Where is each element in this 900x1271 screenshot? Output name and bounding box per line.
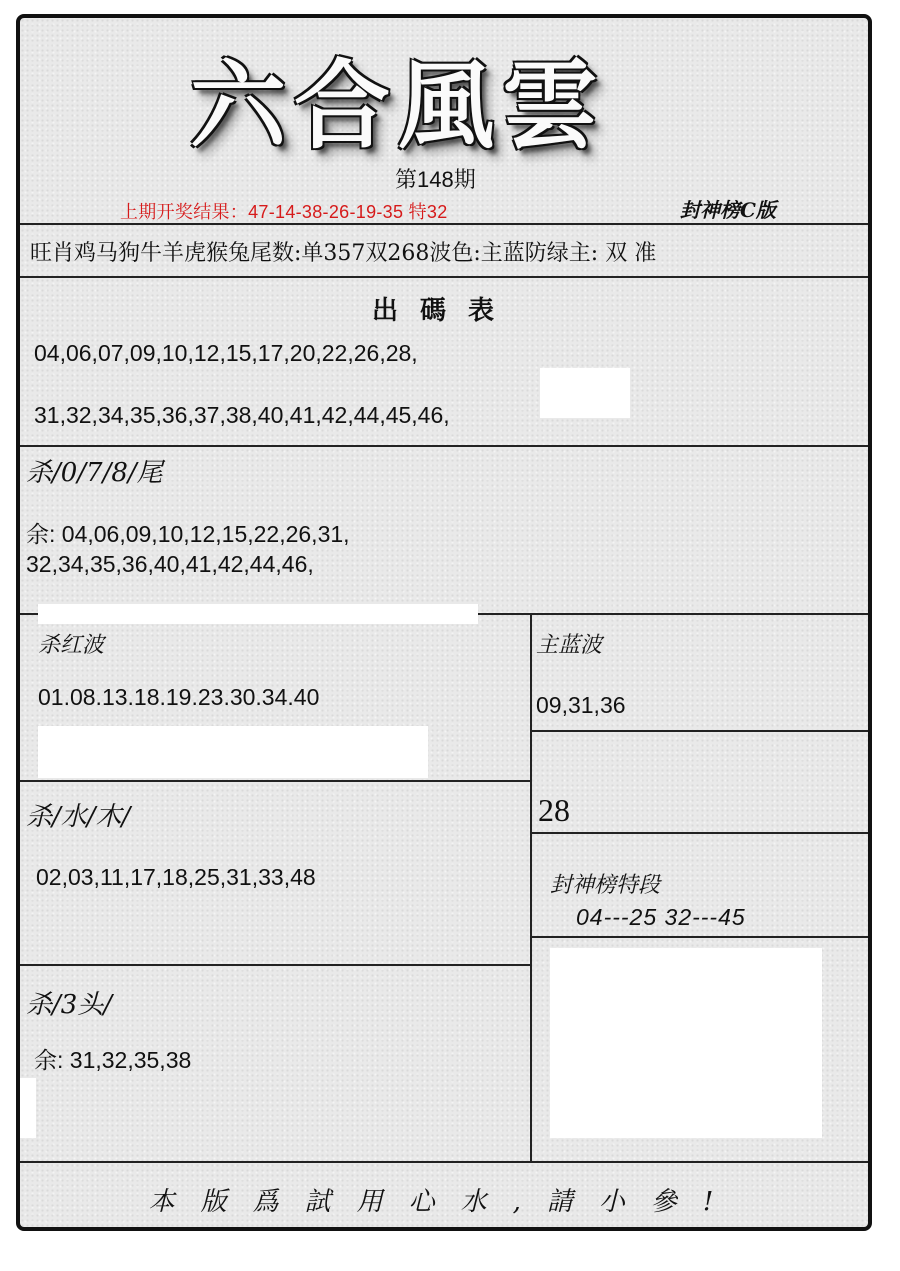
previous-result: 上期开奖结果：47-14-38-26-19-35 特32: [120, 202, 448, 222]
divider: [532, 730, 868, 732]
main-blue-numbers: 09,31,36: [536, 692, 626, 718]
white-patch: [540, 368, 630, 418]
main-blue-title: 主蓝波: [536, 633, 603, 658]
divider: [20, 964, 530, 966]
kill-tail-line-1: 余: 04,06,09,10,12,15,22,26,31,: [26, 521, 350, 547]
edition-label: 封神榜C版: [680, 198, 776, 222]
redacted-block: [550, 948, 822, 1138]
divider: [20, 223, 868, 225]
white-patch: [38, 604, 478, 624]
kill-tail-line-2: 32,34,35,36,40,41,42,44,46,: [26, 551, 314, 577]
kill-red-numbers: 01.08.13.18.19.23.30.34.40: [38, 684, 320, 710]
divider: [20, 780, 530, 782]
kill-elements-title: 杀/水/木/: [26, 802, 131, 832]
special-segment-numbers: 04---25 32---45: [576, 904, 746, 930]
single-number: 28: [538, 792, 570, 828]
white-patch: [20, 1078, 36, 1138]
divider: [20, 445, 868, 447]
number-table-row-1: 04,06,07,09,10,12,15,17,20,22,26,28,: [34, 340, 418, 366]
number-table-title: 出碼表: [371, 296, 516, 326]
white-patch: [38, 726, 428, 778]
zodiac-line: 旺肖鸡马狗牛羊虎猴兔尾数:单357双268波色:主蓝防绿主: 双 准: [30, 241, 657, 266]
footer-disclaimer: 本版爲試用心水,請小參!: [148, 1187, 740, 1217]
divider: [532, 936, 868, 938]
title-banner: [190, 36, 810, 176]
column-divider: [530, 613, 532, 1163]
number-table-row-2: 31,32,34,35,36,37,38,40,41,42,44,45,46,: [34, 402, 450, 428]
kill-head-numbers: 余: 31,32,35,38: [34, 1047, 192, 1073]
divider: [20, 1161, 868, 1163]
divider: [20, 276, 868, 278]
kill-head-title: 杀/3头/: [26, 990, 113, 1020]
kill-red-title: 杀红波: [38, 633, 105, 658]
lottery-sheet: [16, 14, 872, 1231]
issue-number: 第148期: [395, 167, 476, 192]
title-text: 六合風雲: [190, 49, 606, 162]
divider: [532, 832, 868, 834]
kill-elements-numbers: 02,03,11,17,18,25,31,33,48: [36, 864, 316, 890]
kill-tail-title: 杀/0/7/8/尾: [26, 458, 163, 488]
special-segment-title: 封神榜特段: [550, 873, 661, 898]
